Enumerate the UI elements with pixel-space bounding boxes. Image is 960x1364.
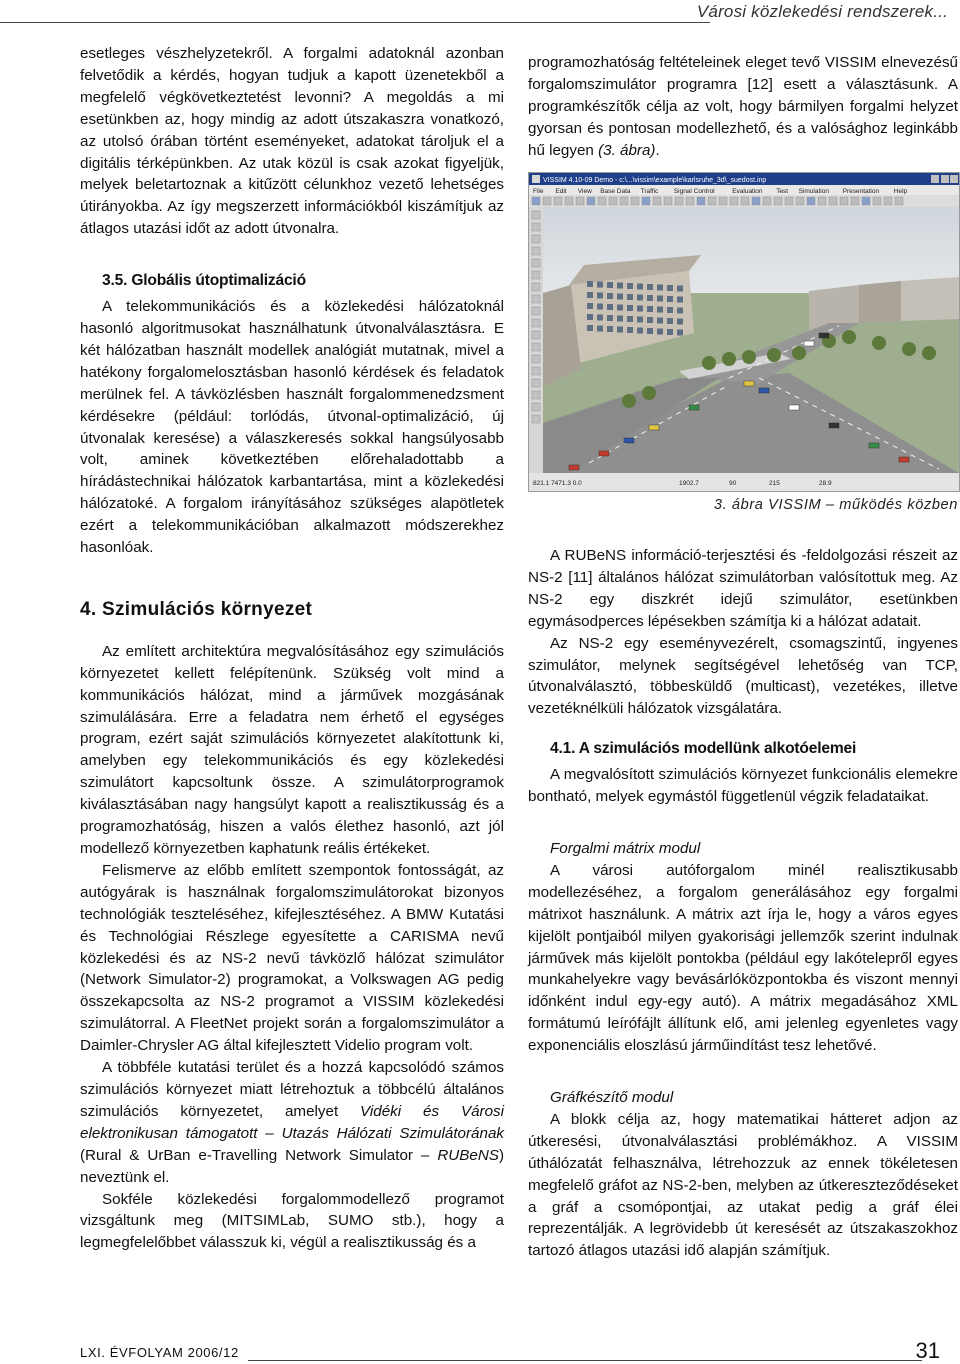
toolbar-button[interactable] xyxy=(807,197,815,205)
window xyxy=(597,304,603,310)
window xyxy=(667,318,673,324)
window xyxy=(637,306,643,312)
window xyxy=(587,325,593,331)
status-value: 28.9 xyxy=(819,480,832,487)
toolbar-button[interactable] xyxy=(730,197,738,205)
footer-rule xyxy=(248,1360,922,1361)
menu-item[interactable]: Help xyxy=(893,188,908,195)
section-heading-3-5: 3.5. Globális útoptimalizáció xyxy=(102,272,306,290)
menu-item[interactable]: Signal Control xyxy=(673,188,715,195)
window xyxy=(657,318,663,324)
tree xyxy=(642,386,656,400)
menu-item[interactable]: Traffic xyxy=(640,188,659,195)
vehicle xyxy=(819,333,829,338)
tool-button[interactable] xyxy=(532,223,540,231)
window xyxy=(647,284,653,290)
window xyxy=(677,330,683,336)
paragraph-text: programozhatóság feltételeinek eleget tevő VISSIM elnevezésű forgalomszimulátor programra [12] esett a választásunk. A programkészítők célja az volt, hogy bármilyen forgalmi helyzet gyorsan és pontosan modellezhető, és a valósághoz leginkább hű legyen xyxy=(528,54,958,159)
tree xyxy=(842,330,856,344)
vehicle xyxy=(744,381,754,386)
toolbar-button[interactable] xyxy=(708,197,716,205)
vehicle xyxy=(689,405,699,410)
window xyxy=(627,327,633,333)
toolbar-button[interactable] xyxy=(851,197,859,205)
window xyxy=(627,316,633,322)
vehicle xyxy=(759,388,769,393)
vissim-screenshot xyxy=(529,173,959,491)
window xyxy=(627,305,633,311)
window xyxy=(587,314,593,320)
vehicle xyxy=(569,465,579,470)
window xyxy=(657,285,663,291)
paragraph xyxy=(80,1057,504,1188)
tree xyxy=(792,346,806,360)
window xyxy=(617,327,623,333)
paragraph: A RUBeNS információ-terjesztési és -feldolgozási részeit az NS-2 [11] általános hálózat szimulátorban valósítottuk meg. Az NS-2 egy diszkrét idejű szimulátor, esetünkben egymásodperces lépésekben számítja ki a hálózat adatait. xyxy=(528,547,958,630)
subsection-title: Forgalmi mátrix modul xyxy=(550,839,701,857)
figure-caption: 3. ábra VISSIM – működés közben xyxy=(713,497,958,513)
tree xyxy=(622,394,636,408)
window xyxy=(587,292,593,298)
window xyxy=(677,308,683,314)
right-column-top xyxy=(528,52,958,162)
paragraph: A telekommunikációs és a közlekedési hálózatoknál hasonló algoritmusokat használhatunk útvonalválasztásra. E két hálózatban használt modellek analógiát mutatnak, mivel a hatékony forgalomelosztásban hasonló kérdések és feladatok merülnek fel. A távközlésben használt forgalommenedzsment kérdésekre (például: torlódás, útvonal-optimalizáció, új útvonalak keresése) a válaszkeresés sokkal hangsúlyosabb volt, aminek következtében előrehaladottabb a hírádástechnikai hálózatok karbantartása, mint a közlekedési hálózatoké. A forgalom irányításához szükséges alapötletek ezért a telekommunikációban alkalmazott módszerekhez hasonlóak. xyxy=(80,298,504,557)
vehicle xyxy=(599,451,609,456)
running-header xyxy=(0,0,960,34)
paragraph: A blokk célja az, hogy matematikai hátteret adjon az útkeresési, útvonalválasztási problémákhoz. A VISSIM úthálózatát felhasználva, létrehozzuk az ennek tökéletesen megfelelő gráfot az NS-2-ben, melyben az útkereszteződéseket a gráf a csomópontjai, az utakat pedig a gráf élei reprezentálják. A legrövidebb út keresését az útszakaszokhoz tartozó átlagos utazási idő alapján számítjuk. xyxy=(528,1110,958,1260)
window xyxy=(607,326,613,332)
toolbar-button[interactable] xyxy=(785,197,793,205)
window xyxy=(617,283,623,289)
window xyxy=(647,317,653,323)
toolbar-button[interactable] xyxy=(554,197,562,205)
toolbar-button[interactable] xyxy=(752,197,760,205)
tool-button[interactable] xyxy=(532,343,540,351)
tool-button[interactable] xyxy=(532,283,540,291)
window xyxy=(677,319,683,325)
paragraph: A városi autóforgalom minél realisztikusabb modellezéséhez, a forgalom generálásához egy forgalmi mátrixot használunk. A mátrix azt írja le, hogy a város egyes kijelölt pontjaiból milyen gyakorisági jellemzők szerint indulnak járművek más kijelölt pontokba (például egy lakótelepről egyes munkahelyekre vagy bevásárlóközpontokba és viszont mennyi időnként indul egy-egy autó). A mátrix megadásához XML formátumú leírófájlt állítunk elő, ami jelenleg egyenletes vagy exponenciális eloszlású járműindítást tesz lehetővé. xyxy=(528,861,958,1055)
tool-button[interactable] xyxy=(532,211,540,219)
window xyxy=(657,296,663,302)
tree xyxy=(922,346,936,360)
toolbar-button[interactable] xyxy=(774,197,782,205)
tool-button[interactable] xyxy=(532,367,540,375)
close-icon xyxy=(950,175,958,183)
status-value: 90 xyxy=(729,480,737,487)
window xyxy=(607,304,613,310)
figure-reference: (3. ábra) xyxy=(598,141,656,159)
toolbar-button[interactable] xyxy=(686,197,694,205)
toolbar-button[interactable] xyxy=(664,197,672,205)
window xyxy=(637,317,643,323)
toolbar-button[interactable] xyxy=(609,197,617,205)
vehicle xyxy=(829,423,839,428)
menu-item[interactable]: Simulation xyxy=(798,188,829,195)
tool-button[interactable] xyxy=(532,259,540,267)
toolbar-button[interactable] xyxy=(741,197,749,205)
journal-issue: LXI. ÉVFOLYAM 2006/12 xyxy=(80,1345,239,1360)
section-heading-4: 4. Szimulációs környezet xyxy=(80,598,313,620)
menu-item[interactable]: Edit xyxy=(555,188,567,195)
paragraph: Az NS-2 egy eseményvezérelt, csomagszintű, ingyenes szimulátor, melynek segítségével lehetőség van TCP, útvonalválasztó, többesküldő (multicast), vezetékes, illetve vezetéknélküli hálózatok vizsgálatára. xyxy=(528,634,958,718)
window xyxy=(617,316,623,322)
paragraph-text: (Rural & UrBan e-Travelling Network Simulator – xyxy=(80,1146,438,1164)
window xyxy=(647,328,653,334)
toolbar-button[interactable] xyxy=(862,197,870,205)
menu-item[interactable]: File xyxy=(533,188,544,195)
toolbar-button[interactable] xyxy=(642,197,650,205)
window xyxy=(657,329,663,335)
window xyxy=(607,293,613,299)
window xyxy=(607,315,613,321)
window xyxy=(617,305,623,311)
vehicle xyxy=(899,457,909,462)
toolbar-button[interactable] xyxy=(873,197,881,205)
toolbar-button[interactable] xyxy=(840,197,848,205)
running-title: Városi közlekedési rendszerek... xyxy=(696,2,948,21)
vehicle xyxy=(789,405,799,410)
paragraph: Sokféle közlekedési forgalommodellező programot vizsgáltunk meg (MITSIMLab, SUMO stb.), hogy a legmegfelelőbbet válasszuk ki, végül a realisztikusság és a xyxy=(80,1190,504,1252)
paragraph xyxy=(528,52,958,162)
paragraph-text: . xyxy=(655,141,660,159)
window xyxy=(667,307,673,313)
menu-item[interactable]: Presentation xyxy=(842,188,880,195)
tree xyxy=(767,348,781,362)
menu-item[interactable]: Base Data xyxy=(600,188,631,195)
tool-button[interactable] xyxy=(532,331,540,339)
tool-button[interactable] xyxy=(532,391,540,399)
app-icon xyxy=(532,175,540,183)
paragraph: A megvalósított szimulációs környezet funkcionális elemekre bontható, melyek egymástól függetlenül végzik feladataikat. xyxy=(528,766,958,806)
tool-button[interactable] xyxy=(532,295,540,303)
toolbar-button[interactable] xyxy=(895,197,903,205)
italic-text: RUBeNS xyxy=(437,1146,499,1164)
paragraph: esetleges vészhelyzetekről. A forgalmi adatoknál azonban felvetődik a kérdés, hogyan tudjuk a kapott üzenetekből a megfelelő végkövetkeztetést levonni? A megoldás a mi esetünkben az, hogy mindig az adott útszakaszra vonatkozó, az utolsó órában történt eseményeket, adatokat tároljuk el a digitális térképünkben. Az utak közül is csak azokat figyeljük, melyek beletartoznak a kitűzött célunkhoz vezető lehetséges útirányokba. Az így megszerzett információkból kiszámítjuk az átlagos utazási időt az adott útvonalra. xyxy=(80,45,504,238)
section-heading-4-1: 4.1. A szimulációs modellünk alkotóelemei xyxy=(550,740,857,758)
right-column-bottom xyxy=(528,545,958,1262)
tree xyxy=(742,350,756,364)
window xyxy=(617,294,623,300)
menu-item[interactable]: Test xyxy=(776,188,789,195)
status-value: 1902.7 xyxy=(679,480,699,487)
window xyxy=(627,283,633,289)
paragraph-text: ) neveztünk el. xyxy=(80,1146,504,1186)
paragraph: Az említett architektúra megvalósításához egy szimulációs környezetet kellett felépítenünk. Szükség volt mind a kommunikációs hálózat, mind a járművek mozgásának szimulálására. Erre a feladatra nem érhető el egységes program, ezért saját szimulációs környezetet alakítottunk ki, amelyben egy telekommunikációs és egy közlekedési szimulátort kapcsoltunk össze. A szimulátorprogramok kiválasztásában nagy hangsúlyt kapott a realisztikusság és a programozhatóság, hiszen a valós élethez hasonló, azt jól modellező környezetben kaphatunk reális értékeket. xyxy=(80,642,504,857)
tree xyxy=(902,342,916,356)
tool-button[interactable] xyxy=(532,271,540,279)
toolbar-button[interactable] xyxy=(620,197,628,205)
toolbar-button[interactable] xyxy=(598,197,606,205)
tree xyxy=(722,352,736,366)
subsection-title: Gráfkészítő modul xyxy=(550,1089,674,1107)
window xyxy=(637,328,643,334)
vissim-screenshot-figure xyxy=(528,172,960,492)
window xyxy=(667,329,673,335)
toolbar-button[interactable] xyxy=(576,197,584,205)
vehicle xyxy=(804,341,814,346)
window xyxy=(647,306,653,312)
tree xyxy=(702,356,716,370)
toolbar-button[interactable] xyxy=(884,197,892,205)
toolbar-button[interactable] xyxy=(631,197,639,205)
toolbar-button[interactable] xyxy=(565,197,573,205)
left-column xyxy=(80,43,504,1254)
tree xyxy=(872,336,886,350)
maximize-icon xyxy=(941,175,949,183)
tool-button[interactable] xyxy=(532,319,540,327)
header-rule xyxy=(0,22,710,23)
window xyxy=(657,307,663,313)
window xyxy=(597,315,603,321)
tool-button[interactable] xyxy=(532,415,540,423)
toolbar-button[interactable] xyxy=(532,197,540,205)
window xyxy=(637,284,643,290)
toolbar-button[interactable] xyxy=(697,197,705,205)
paragraph: Felismerve az előbb említett szempontok fontosságát, az autógyárak is használnak forgalomszimulátorokat bizonyos technológiák teszteléséhez, kifejlesztéséhez. A BMW Kutatási és Technológiai Részlege egyesítette a CARISMA nevű közlekedési és az NS-2 nevű távközlő hálózat szimulátor (Network Simulator-2) programokat, a Volkswagen AG pedig összekapcsolta az NS-2 programot a VISSIM közlekedési szimulátorral. A FleetNet projekt során a forgalomszimulátor a Daimler-Chrysler AG által kifejlesztett Videlio program volt. xyxy=(80,861,504,1055)
window xyxy=(667,285,673,291)
toolbar-button[interactable] xyxy=(818,197,826,205)
vehicle xyxy=(624,438,634,443)
tool-button[interactable] xyxy=(532,379,540,387)
window xyxy=(647,295,653,301)
tool-button[interactable] xyxy=(532,307,540,315)
tool-button[interactable] xyxy=(532,235,540,243)
window xyxy=(607,282,613,288)
menu-item[interactable]: View xyxy=(577,188,592,195)
toolbar-button[interactable] xyxy=(587,197,595,205)
status-value: 821.1 7471.3 0.0 xyxy=(533,480,582,487)
toolbar-button[interactable] xyxy=(675,197,683,205)
status-value: 215 xyxy=(769,480,780,487)
paragraph-text: A többféle kutatási terület és a hozzá kapcsolódó számos szimulációs környezet miatt létrehoztuk a többcélú általános szimulációs környezetet, amelyet xyxy=(80,1059,504,1120)
toolbar-button[interactable] xyxy=(653,197,661,205)
menu-item[interactable]: Evaluation xyxy=(732,188,763,195)
window xyxy=(597,326,603,332)
toolbar-button[interactable] xyxy=(796,197,804,205)
page-number: 31 xyxy=(915,1338,940,1363)
window xyxy=(637,295,643,301)
window xyxy=(587,281,593,287)
tool-button[interactable] xyxy=(532,403,540,411)
toolbar-button[interactable] xyxy=(719,197,727,205)
window xyxy=(677,297,683,303)
tool-button[interactable] xyxy=(532,247,540,255)
italic-text: Vidéki és Városi elektronikusan támogatott – Utazás Hálózati Szimulátorának xyxy=(80,1102,504,1142)
window xyxy=(597,293,603,299)
window xyxy=(627,294,633,300)
toolbar-button[interactable] xyxy=(763,197,771,205)
window xyxy=(587,303,593,309)
window-title: VISSIM 4.10-09 Demo - c:\...\vissim\example\karlsruhe_3d\_suedost.inp xyxy=(543,177,767,184)
window xyxy=(597,282,603,288)
vehicle xyxy=(869,443,879,448)
minimize-icon xyxy=(931,175,939,183)
toolbar-button[interactable] xyxy=(829,197,837,205)
toolbar-button[interactable] xyxy=(543,197,551,205)
window xyxy=(677,286,683,292)
window xyxy=(667,296,673,302)
vehicle xyxy=(649,425,659,430)
tool-button[interactable] xyxy=(532,355,540,363)
